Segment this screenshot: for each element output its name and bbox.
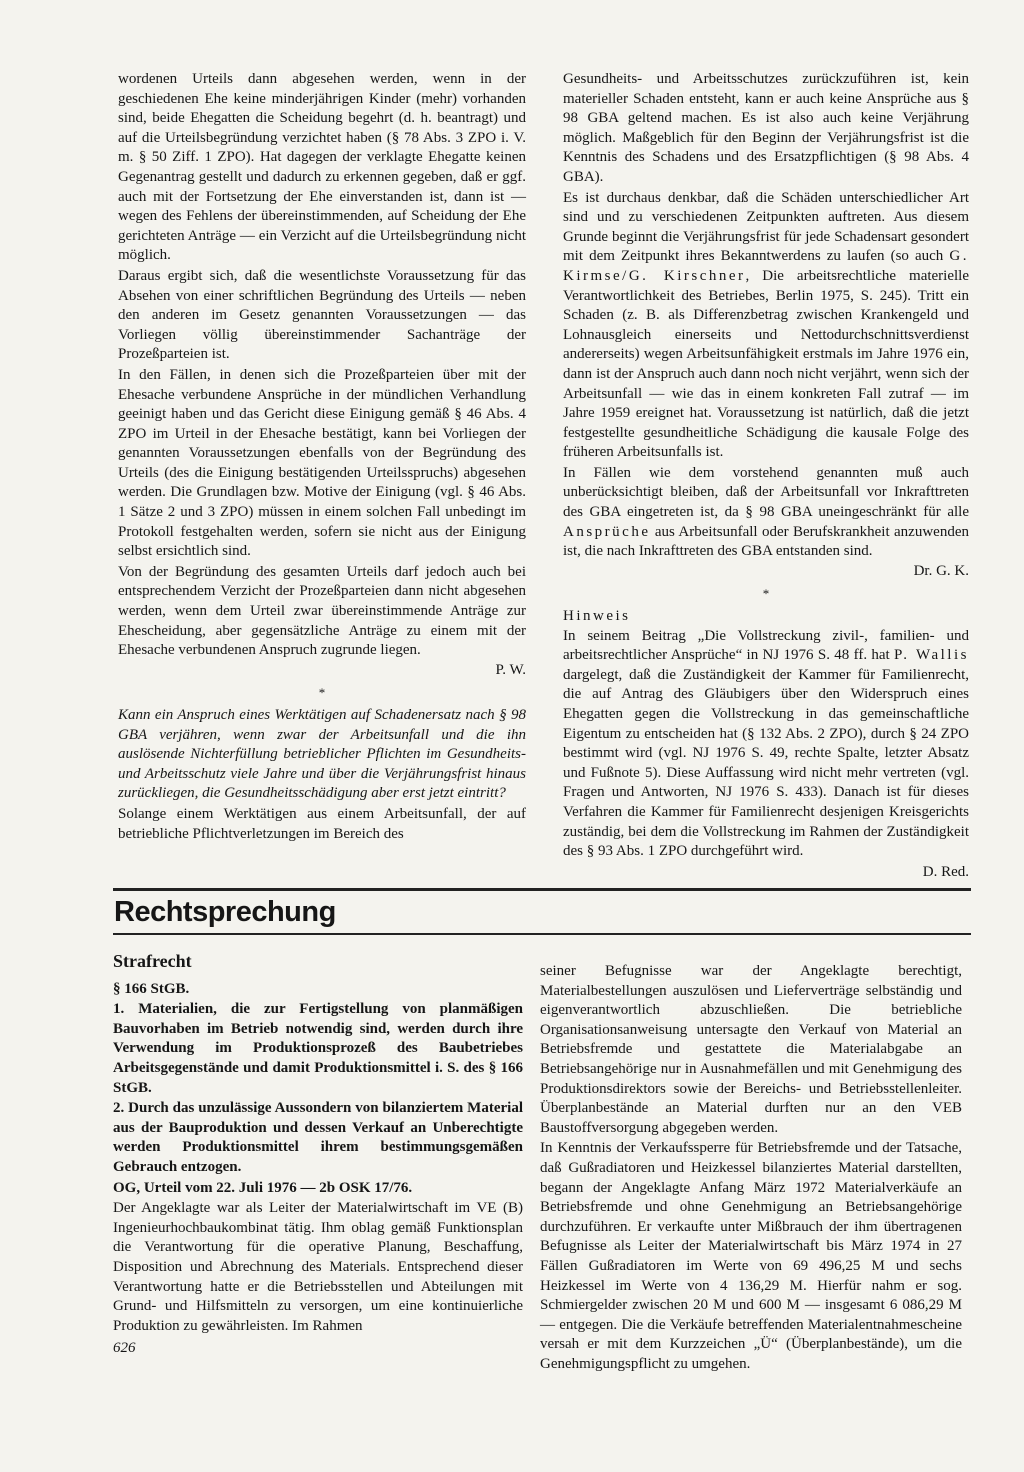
paragraph-text: In seinem Beitrag „Die Vollstreckung zivil-, familien- und arbeitsrechtlicher Ansprüche“ in NJ 1976 S. 48 ff. hat	[563, 627, 969, 664]
section-rule-bottom	[113, 933, 971, 935]
paragraph: In Kenntnis der Verkaufssperre für Betriebsfremde und der Tatsache, daß Gußradiatoren und Heizkessel bilanziertes Material darstellten, begann der Angeklagte Anfang März 1972 Materialverkäufe an Betriebsfremde und ohne Genehmigung an Betriebsangehörige durchzuführen. Er verkaufte unter Mißbrauch der ihm übertragenen Befugnisse als Leiter der Materialwirtschaft bis März 1974 in 27 Fällen Gußradiatoren im Werte von 69 496,25 M und sechs Heizkessel im Werte von 4 136,29 M. Hierfür nahm er sog. Schmiergelder zwischen 20 M und 600 M — insgesamt 6 086,29 M — entgegen. Die die Verkäufe betreffenden Materialentnahmescheine versah er mit dem Kurzzeichen „Ü“ (Überplanbestände), um die Genehmigungspflicht zu umgehen.	[540, 1140, 962, 1372]
section-rule-top	[113, 888, 971, 891]
paragraph: Solange einem Werktätigen aus einem Arbeitsunfall, der auf betriebliche Pflichtverletzungen im Bereich des	[118, 805, 526, 842]
paragraph	[563, 189, 969, 463]
cited-author: P. Wallis	[894, 647, 969, 664]
paragraph	[563, 627, 969, 862]
author-initials: P. W.	[495, 661, 526, 678]
section-title: Rechtsprechung	[114, 896, 336, 928]
cited-author: G. Kirmse/G. Kirschner	[563, 248, 969, 284]
headnote-2: 2. Durch das unzulässige Aussondern von bilanziertem Material aus der Bauproduktion und dessen Verkauf an Unberechtigte werden Produktionsmittel ihrem bestimmungsgemäßen Gebrauch entzogen.	[113, 1100, 523, 1175]
paragraph: Daraus ergibt sich, daß die wesentlichste Voraussetzung für das Absehen von einer schriftlichen Begründung des Urteils — neben den anderen im Gesetz genannten Voraussetzungen — das Vorliegen völlig übereinstimmender Sachanträge der Prozeßparteien ist.	[118, 267, 526, 363]
paragraph-text: , Die arbeitsrechtliche materielle Verantwortlichkeit des Betriebes, Berlin 1975, S. 245). Tritt ein Schaden (z. B. als Differenzbetrag zwischen Krankengeld und Lohnausgleich einerseits und Nettodurchschnittsverdienst andererseits) wegen Arbeitsunfähigkeit erstmals im Jahre 1976 ein, dann ist der Anspruch auch dann noch nicht verjährt, wenn sich der Arbeitsunfall — wie das in einem konkreten Fall zutraf — im Jahre 1959 ereignet hat. Voraussetzung ist natürlich, daß die jetzt festgestellte gesundheitliche Schädigung die kausale Folge des früheren Arbeitsunfalls ist.	[563, 267, 969, 461]
column-top-left	[118, 70, 526, 845]
paragraph	[563, 464, 969, 582]
paragraph-text: In Fällen wie dem vorstehend genannten muß auch unberücksichtigt bleiben, daß der Arbeitsunfall vor Inkrafttreten des GBA eingetreten ist, da § 98 GBA uneingeschränkt für alle	[563, 464, 969, 521]
separator-star: *	[318, 685, 326, 701]
column-top-right	[563, 70, 969, 882]
law-reference: § 166 StGB.	[113, 980, 190, 997]
author-initials: Dr. G. K.	[913, 562, 969, 579]
question-text: Kann ein Anspruch eines Werktätigen auf Schadenersatz nach § 98 GBA verjähren, wenn zwar der Arbeitsunfall und die ihn auslösende Nichterfüllung betrieblicher Pflichten im Gesundheits- und Arbeitsschutz viele Jahre und über die Verjährungsfrist hinaus zurückliegen, die Gesundheitsschädigung aber erst jetzt eintritt?	[118, 707, 526, 802]
paragraph	[118, 563, 526, 681]
court-citation: OG, Urteil vom 22. Juli 1976 — 2b OSK 17/76.	[113, 1179, 413, 1196]
paragraph-text: Es ist durchaus denkbar, daß die Schäden unterschiedlicher Art sind und zu verschiedenen Zeitpunkten auftreten. Aus diesem Grunde beginnt die Verjährungsfrist für jede Schadensart gesondert mit dem Zeitpunkt ihres Bekanntwerdens zu laufen (so auch	[563, 189, 969, 265]
paragraph-text: aus Arbeitsunfall oder Berufskrankheit anzuwenden ist, die nach Inkrafttreten des GBA entstanden sind.	[563, 523, 969, 560]
headnote-1: 1. Materialien, die zur Fertigstellung von planmäßigen Bauvorhaben im Betrieb notwendig sind, werden durch ihre Verwendung im Produktionsprozeß des Baubetriebes Arbeitsgegenstände und damit Produktionsmittel i. S. des § 166 StGB.	[113, 1001, 523, 1096]
column-bottom-right	[540, 962, 962, 1375]
paragraph: wordenen Urteils dann abgesehen werden, wenn in der geschiedenen Ehe keine minderjährigen Kinder (mehr) vorhanden sind, beide Ehegatten die Scheidung begehrt (d. h. beantragt) und auf die Urteilsbegründung verzichtet haben (§ 78 Abs. 3 ZPO i. V. m. § 50 Ziff. 1 ZPO). Hat dagegen der verklagte Ehegatte keinen Gegenantrag gestellt und dadurch zu erkennen gegeben, daß er ggf. auch mit der Fortsetzung der Ehe einverstanden ist, dann ist — wegen des Fehlens der übereinstimmenden, auf Scheidung der Ehe gerichteten Anträge — ein Verzicht auf die Urteilsbegründung nicht möglich.	[118, 71, 526, 264]
paragraph: seiner Befugnisse war der Angeklagte berechtigt, Materialbestellungen auszulösen und Lieferverträge selbständig und eigenverantwortlich abzuschließen. Die betriebliche Organisationsanweisung untersagte den Verkauf von Material an Betriebsfremde und gestattete die Materialabgabe an Betriebsangehörige nur in Ausnahmefällen und mit Genehmigung des Produktionsdirektors sowie der Bereichs- und Betriebsstellenleiter. Überplanbestände an Material durften nur an den VEB Baustoffversorgung abgegeben werden.	[540, 963, 962, 1136]
paragraph: In den Fällen, in denen sich die Prozeßparteien über mit der Ehesache verbundene Ansprüche in der mündlichen Verhandlung geeinigt haben und das Gericht diese Einigung gemäß § 46 Abs. 4 ZPO im Urteil in der Ehesache bestätigt, kann bei Vorliegen der genannten Voraussetzungen ebenfalls von der Begründung des Urteils (des die Einigung bestätigenden Urteilsspruchs) abgesehen werden. Die Grundlagen bzw. Motive der Einigung (vgl. § 46 Abs. 1 Sätze 2 und 3 ZPO) müssen in einem solchen Fall unbedingt im Protokoll festgehalten werden, sofern sie nicht aus der Einigung selbst ersichtlich sind.	[118, 366, 526, 560]
page-number: 626	[113, 1340, 136, 1356]
paragraph: Der Angeklagte war als Leiter der Materialwirtschaft im VE (B) Ingenieurhochbaukombinat tätig. Ihm oblag gemäß Funktionsplan die Verantwortung für die operative Planung, Beschaffung, Disposition und Abrechnung des Materials. Entsprechend dieser Verantwortung hatte er die Betriebsstellen und Abteilungen mit Grund- und Hilfsmitteln zu versorgen, um eine kontinuierliche Produktion zu gewährleisten. Im Rahmen	[113, 1200, 523, 1334]
editor-signature: D. Red.	[922, 863, 969, 880]
note-heading: Hinweis	[563, 608, 631, 625]
subsection-title: Strafrecht	[113, 951, 192, 971]
paragraph: Gesundheits- und Arbeitsschutzes zurückzuführen ist, kein materieller Schaden entsteht, kann er auch keine Ansprüche aus § 98 GBA geltend machen. Es ist also auch keine Verjährung möglich. Maßgeblich für den Beginn der Verjährungsfrist ist die Kenntnis des Schadens und des Ersatzpflichtigen (§ 98 Abs. 4 GBA).	[563, 71, 969, 185]
column-bottom-left	[113, 952, 523, 1337]
paragraph-text: Von der Begründung des gesamten Urteils darf jedoch auch bei entsprechendem Verzicht der Prozeßparteien dann nicht abgesehen werden, wenn dem Urteil zwar übereinstimmende Anträge zur Ehescheidung, aber gegensätzliche Anträge zu einem mit der Ehesache verbundenen Anspruch zugrunde liegen.	[118, 563, 526, 659]
emphasized-word: Ansprüche	[563, 523, 651, 540]
paragraph-text: dargelegt, daß die Zuständigkeit der Kammer für Familienrecht, die auf Antrag des Gläubigers über den Widerspruch eines Ehegatten gegen die Vollstreckung in das gemeinschaftliche Eigentum zu entscheiden hat (§ 132 Abs. 2 ZPO), durch § 24 ZPO bestimmt wird (vgl. NJ 1976 S. 49, rechte Spalte, letzter Absatz und Fußnote 5). Diese Auffassung wird nicht mehr vertreten (vgl. Fragen und Antworten, NJ 1976 S. 433). Danach ist für dieses Verfahren die Kammer für Familienrecht desjenigen Kreisgerichts zuständig, bei dem die Vollstreckung im Rahmen der Zuständigkeit des § 93 Abs. 1 ZPO durchgeführt wird.	[563, 666, 969, 860]
separator-star: *	[762, 586, 770, 602]
